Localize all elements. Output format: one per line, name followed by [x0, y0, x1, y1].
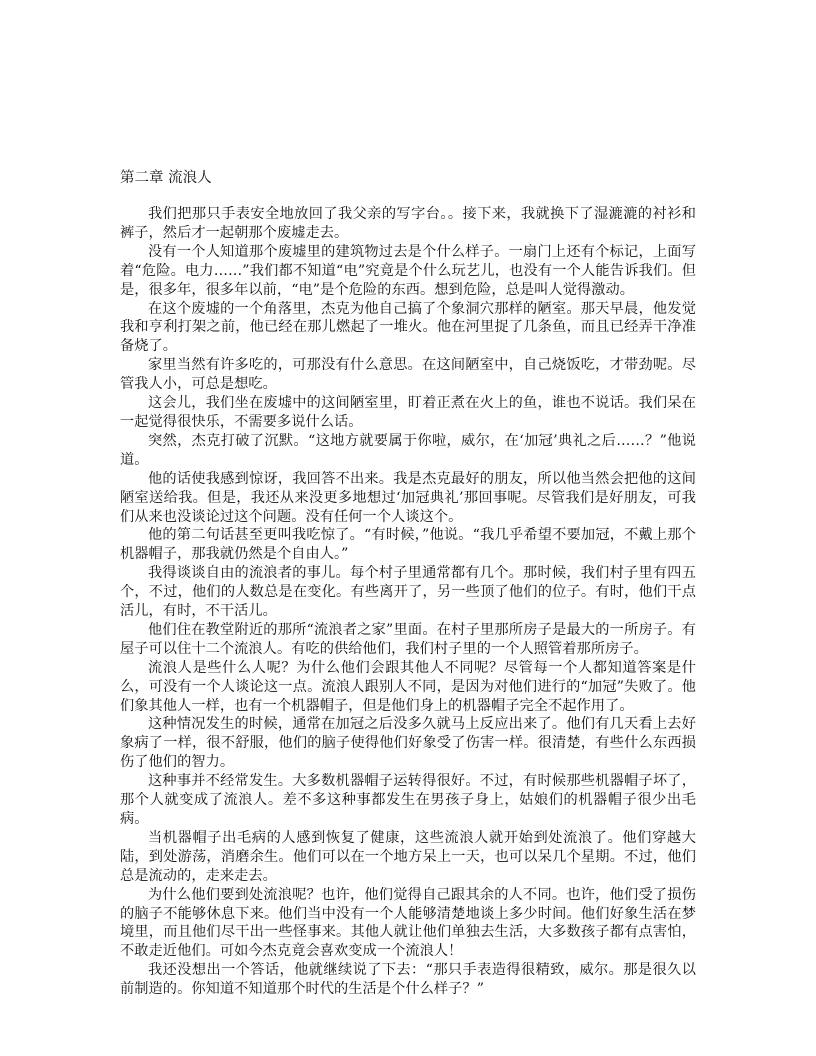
paragraph: 没有一个人知道那个废墟里的建筑物过去是个什么样子。一扇门上还有个标记，上面写着“危险。电力……”我们都不知道“电”究竟是个什么玩艺儿，也没有一个人能告诉我们。但是，很多年，很多年以前，“电”是个危险的东西。想到危险，总是叫人觉得激动。	[120, 243, 696, 298]
paragraph: 在这个废墟的一个角落里，杰克为他自己搞了个象洞穴那样的陋室。那天早晨，他发觉我和亨利打架之前，他已经在那儿燃起了一堆火。他在河里捉了几条鱼，而且已经弄干净准备烧了。	[120, 300, 696, 355]
paragraph: 他的话使我感到惊讶，我回答不出来。我是杰克最好的朋友，所以他当然会把他的这间陋室送给我。但是，我还从来没更多地想过‘加冠典礼’那回事呢。尽管我们是好朋友，可我们从来也没谈论过这个问题。没有任何一个人谈这个。	[120, 470, 696, 525]
paragraph: 家里当然有许多吃的，可那没有什么意思。在这间陋室中，自己烧饭吃，才带劲呢。尽管我人小，可总是想吃。	[120, 357, 696, 393]
chapter-title: 第二章 流浪人	[120, 170, 212, 186]
paragraph: 这种事并不经常发生。大多数机器帽子运转得很好。不过，有时候那些机器帽子坏了，那个人就变成了流浪人。差不多这种事都发生在男孩子身上，姑娘们的机器帽子很少出毛病。	[120, 773, 696, 827]
paragraph: 他的第二句话甚至更叫我吃惊了。“有时候，”他说。“我几乎希望不要加冠，不戴上那个机器帽子，那我就仍然是个自由人。”	[120, 527, 696, 563]
paragraph: 为什么他们要到处流浪呢？也许，他们觉得自己跟其余的人不同。也许，他们受了损伤的脑子不能够休息下来。他们当中没有一个人能够清楚地谈上多少时间。他们好象生活在梦境里，而且他们尽干出一些怪事来。其他人就让他们单独去生活，大多数孩子都有点害怕，不敢走近他们。可如今杰克竟会喜欢变成一个流浪人！	[120, 886, 696, 960]
chapter-body	[120, 205, 696, 999]
paragraph: 当机器帽子出毛病的人感到恢复了健康，这些流浪人就开始到处流浪了。他们穿越大陆，到处游荡，消磨余生。他们可以在一个地方呆上一天，也可以呆几个星期。不过，他们总是流动的，走来走去。	[120, 829, 696, 884]
paragraph: 这种情况发生的时候，通常在加冠之后没多久就马上反应出来了。他们有几天看上去好象病了一样，很不舒服，他们的脑子使得他们好象受了伤害一样。很清楚，有些什么东西损伤了他们的智力。	[120, 716, 696, 771]
paragraph: 这会儿，我们坐在废墟中的这间陋室里，盯着正煮在火上的鱼，谁也不说话。我们呆在一起觉得很快乐，不需要多说什么话。	[120, 395, 696, 430]
paragraph: 他们住在教堂附近的那所“流浪者之家”里面。在村子里那所房子是最大的一所房子。有屋子可以住十二个流浪人。有吃的供给他们，我们村子里的一个人照管着那所房子。	[120, 621, 696, 657]
paragraph: 我得谈谈自由的流浪者的事儿。每个村子里通常都有几个。那时候，我们村子里有四五个，不过，他们的人数总是在变化。有些离开了，另一些顶了他们的位子。有时，他们干点活儿，有时，不干活儿。	[120, 565, 696, 620]
paragraph: 流浪人是些什么人呢？为什么他们会跟其他人不同呢？尽管每一个人都知道答案是什么，可没有一个人谈论这一点。流浪人跟别人不同，是因为对他们进行的“加冠”失败了。他们象其他人一样，也有一个机器帽子，但是他们身上的机器帽子完全不起作用了。	[120, 659, 696, 714]
paragraph: 我还没想出一个答话，他就继续说了下去：“那只手表造得很精致，威尔。那是很久以前制造的。你知道不知道那个时代的生活是个什么样子？”	[120, 962, 696, 998]
paragraph: 我们把那只手表安全地放回了我父亲的写字台。。接下来，我就换下了湿漉漉的衬衫和裤子，然后才一起朝那个废墟走去。	[120, 206, 696, 241]
paragraph: 突然，杰克打破了沉默。“这地方就要属于你啦，威尔，在‘加冠’典礼之后……？”他说道。	[120, 432, 696, 468]
